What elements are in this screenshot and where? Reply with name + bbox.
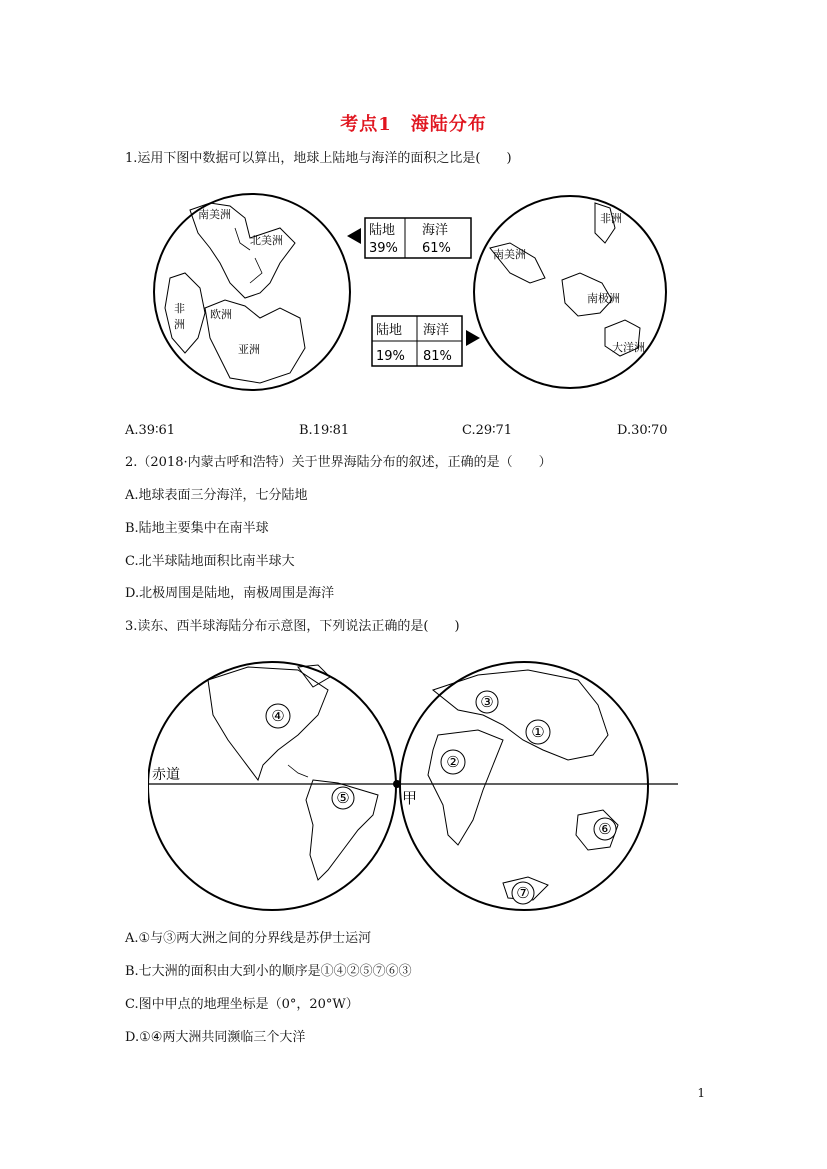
q1-option-c[interactable]: C.29∶71 xyxy=(462,423,513,438)
equator-label: 赤道 xyxy=(152,767,180,783)
ratio-box-top xyxy=(347,218,471,258)
q2-option-d[interactable]: D.北极周围是陆地，南极周围是海洋 xyxy=(125,586,335,601)
label-antarctica: 南极洲 xyxy=(587,292,620,305)
q2-option-c[interactable]: C.北半球陆地面积比南半球大 xyxy=(125,554,295,569)
western-hemisphere xyxy=(148,662,396,910)
label-africa-south: 非洲 xyxy=(600,212,622,225)
marker-1: ① xyxy=(531,723,545,741)
q3-figure xyxy=(148,655,678,917)
ratio-box-bottom xyxy=(372,316,480,366)
q3-option-d[interactable]: D.①④两大洲共同濒临三个大洋 xyxy=(125,1030,306,1045)
label-europe: 欧洲 xyxy=(210,308,232,321)
page-number: 1 xyxy=(697,1086,705,1100)
box-top-ocean-label: 海洋 xyxy=(422,223,449,238)
box-top-ocean-value: 61% xyxy=(422,241,451,256)
label-north-america: 北美洲 xyxy=(250,234,283,247)
label-south-america: 南美洲 xyxy=(198,208,231,221)
box-top-land-label: 陆地 xyxy=(369,223,396,238)
point-jia xyxy=(393,780,401,788)
q1-option-a[interactable]: A.39∶61 xyxy=(125,423,175,438)
label-africa-2: 洲 xyxy=(174,318,185,331)
page-title: 考点1 海陆分布 xyxy=(340,114,487,135)
label-asia: 亚洲 xyxy=(238,343,260,356)
q1-stem: 1.运用下图中数据可以算出，地球上陆地与海洋的面积之比是( ) xyxy=(125,151,512,166)
box-bottom-land-value: 19% xyxy=(376,349,405,364)
box-bottom-land-label: 陆地 xyxy=(376,323,403,338)
label-oceania: 大洋洲 xyxy=(612,341,645,354)
marker-5: ⑤ xyxy=(336,789,350,807)
q1-options xyxy=(125,423,695,441)
marker-6: ⑥ xyxy=(598,820,612,838)
q3-option-c[interactable]: C.图中甲点的地理坐标是（0°，20°W） xyxy=(125,997,359,1012)
label-south-america-south: 南美洲 xyxy=(493,248,526,261)
q3-option-a[interactable]: A.①与③两大洲之间的分界线是苏伊士运河 xyxy=(125,931,372,946)
q2-stem: 2.（2018·内蒙古呼和浩特）关于世界海陆分布的叙述，正确的是（ ） xyxy=(125,455,552,470)
q2-option-b[interactable]: B.陆地主要集中在南半球 xyxy=(125,521,269,536)
box-bottom-ocean-value: 81% xyxy=(423,349,452,364)
northern-hemisphere-globe xyxy=(154,194,350,390)
arrow-right-icon xyxy=(466,330,480,346)
q3-option-b[interactable]: B.七大洲的面积由大到小的顺序是①④②⑤⑦⑥③ xyxy=(125,964,412,979)
marker-3: ③ xyxy=(480,693,494,711)
southern-hemisphere-globe xyxy=(474,196,666,388)
box-top-land-value: 39% xyxy=(369,241,398,256)
marker-2: ② xyxy=(446,753,460,771)
box-bottom-ocean-label: 海洋 xyxy=(423,323,450,338)
point-jia-label: 甲 xyxy=(402,789,418,807)
q1-option-b[interactable]: B.19∶81 xyxy=(299,423,350,438)
eastern-hemisphere xyxy=(400,662,648,910)
marker-7: ⑦ xyxy=(516,884,530,902)
arrow-left-icon xyxy=(347,228,361,244)
q1-option-d[interactable]: D.30∶70 xyxy=(617,423,668,438)
q2-option-a[interactable]: A.地球表面三分海洋，七分陆地 xyxy=(125,488,308,503)
label-africa-1: 非 xyxy=(174,302,185,315)
q3-stem: 3.读东、西半球海陆分布示意图，下列说法正确的是( ) xyxy=(125,619,460,634)
marker-4: ④ xyxy=(271,707,285,725)
q1-figure xyxy=(150,188,670,413)
